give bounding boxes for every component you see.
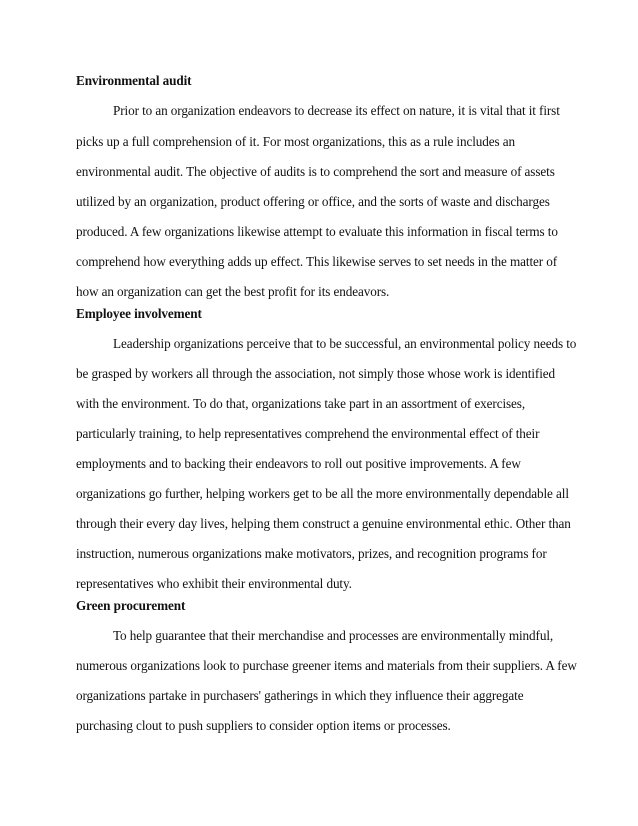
paragraph-line: be grasped by workers all through the association, not simply those whose work is identified — [76, 366, 556, 381]
paragraph-line: representatives who exhibit their environmental duty. — [76, 576, 352, 591]
paragraph-line: through their every day lives, helping them construct a genuine environmental ethic. Other than — [76, 516, 571, 531]
paragraph-line: Leadership organizations perceive that to be successful, an environmental policy needs to — [113, 336, 577, 351]
section-heading-green-procurement: Green procurement — [76, 598, 186, 613]
paragraph-line: purchasing clout to push suppliers to consider option items or processes. — [76, 718, 451, 733]
paragraph-line: employments and to backing their endeavors to roll out positive improvements. A few — [76, 456, 521, 471]
paragraph-line: comprehend how everything adds up effect. This likewise serves to set needs in the matter of — [76, 254, 558, 269]
paragraph-line: organizations partake in purchasers' gatherings in which they influence their aggregate — [76, 688, 524, 703]
paragraph-line: Prior to an organization endeavors to decrease its effect on nature, it is vital that it first — [113, 103, 560, 118]
paragraph-line: organizations go further, helping workers get to be all the more environmentally dependable all — [76, 486, 569, 501]
section-heading-employee-involvement: Employee involvement — [76, 306, 202, 321]
paragraph-line: produced. A few organizations likewise attempt to evaluate this information in fiscal terms to — [76, 224, 558, 239]
paragraph-line: To help guarantee that their merchandise and processes are environmentally mindful, — [113, 628, 554, 643]
section-heading-environmental-audit: Environmental audit — [76, 73, 192, 88]
paragraph-line: numerous organizations look to purchase greener items and materials from their suppliers. A few — [76, 658, 577, 673]
paragraph-line: instruction, numerous organizations make motivators, prizes, and recognition programs for — [76, 546, 547, 561]
paragraph-line: particularly training, to help representatives comprehend the environmental effect of their — [76, 426, 540, 441]
paragraph-line: environmental audit. The objective of audits is to comprehend the sort and measure of assets — [76, 164, 555, 179]
paragraph-line: how an organization can get the best profit for its endeavors. — [76, 284, 390, 299]
paragraph-line: picks up a full comprehension of it. For most organizations, this as a rule includes an — [76, 134, 515, 149]
paragraph-line: with the environment. To do that, organizations take part in an assortment of exercises, — [76, 396, 526, 411]
paragraph-line: utilized by an organization, product offering or office, and the sorts of waste and discharges — [76, 194, 550, 209]
